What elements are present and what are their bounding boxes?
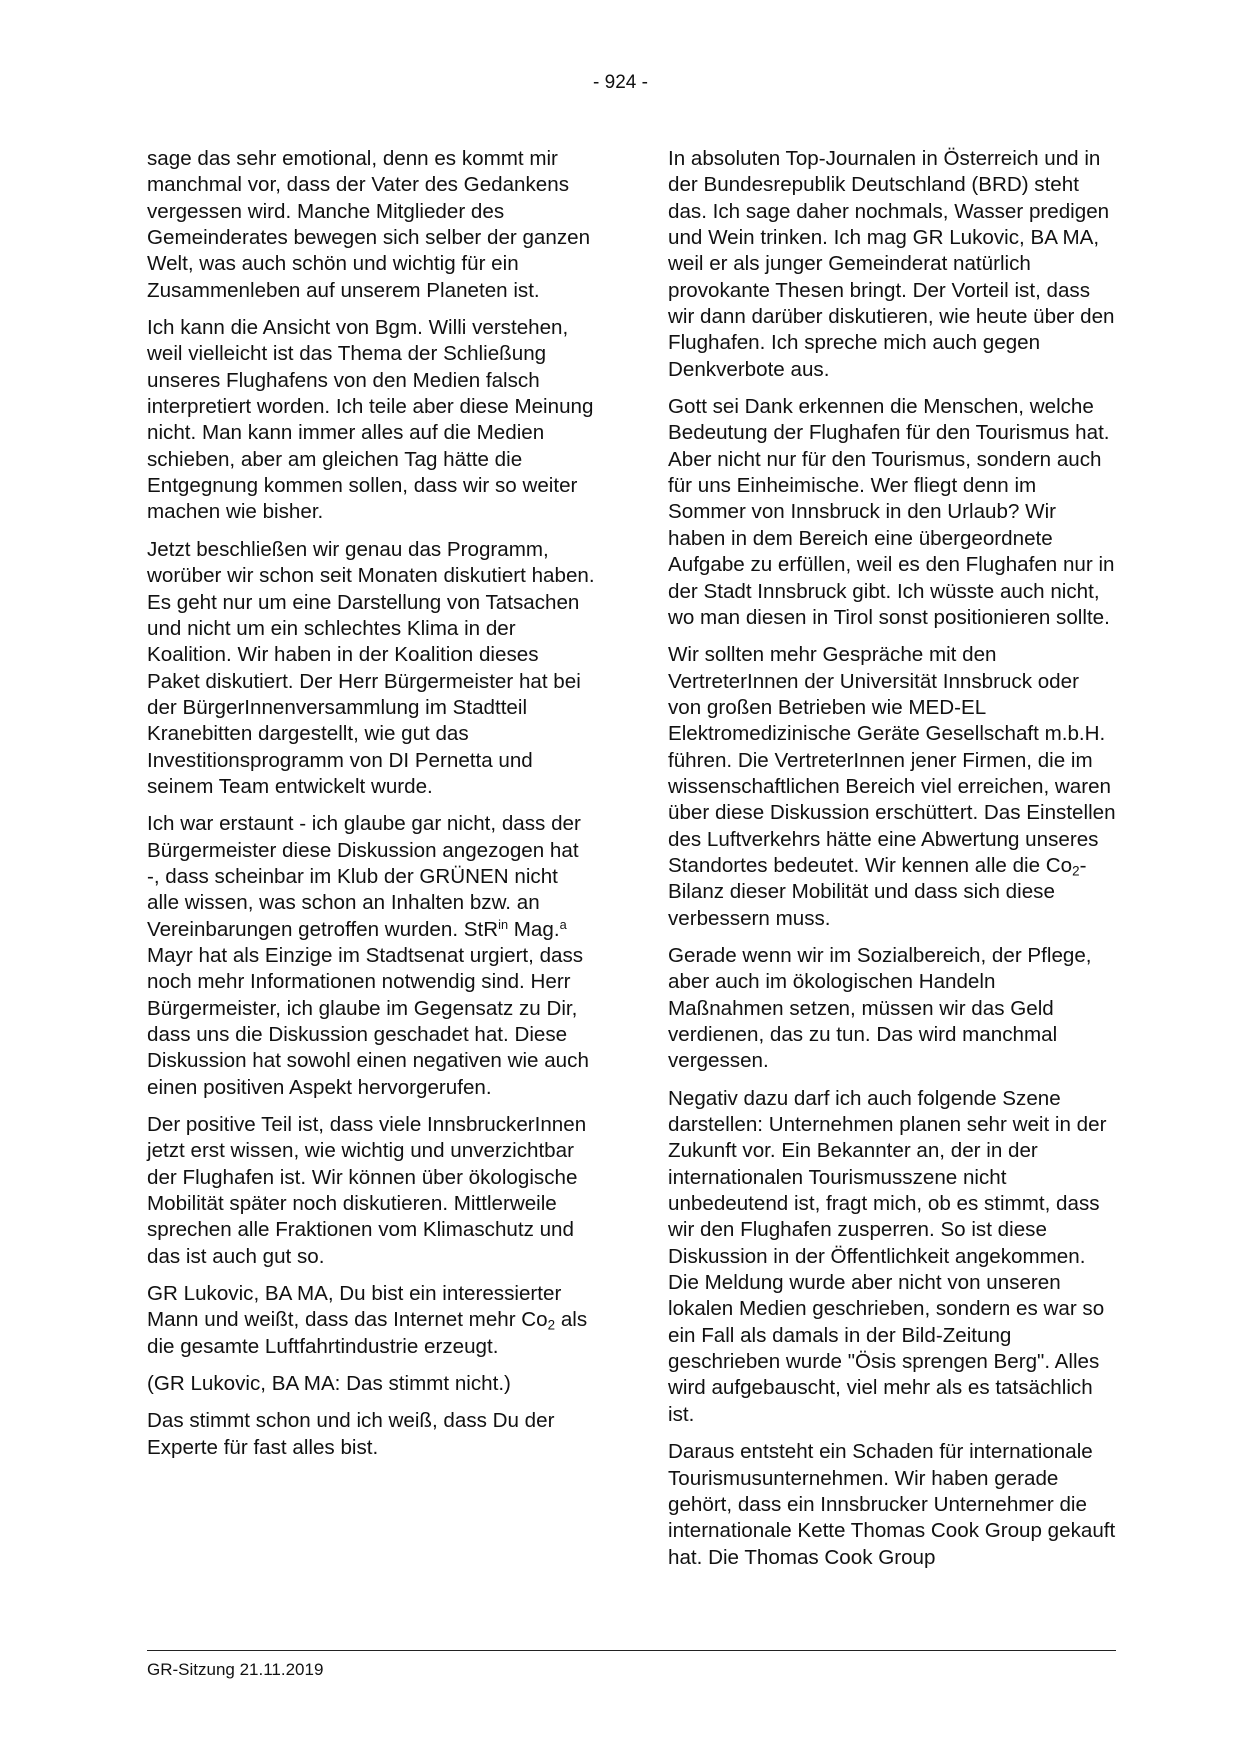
- text-run: Ich war erstaunt - ich glaube gar nicht, dass der Bürgermeister diese Diskussion angezogen hat -, dass scheinbar im Klub der GRÜNEN nicht alle wissen, was schon an Inhalten bzw. an Vereinbarungen getroffen wurden. StR: [147, 812, 581, 941]
- text-run: Mayr hat als Einzige im Stadtsenat urgiert, dass noch mehr Informationen notwendig sind. Herr Bürgermeister, ich glaube im Gegensatz zu Dir, dass uns die Diskussion geschadet hat. Diese Diskussion hat sowohl einen negativen wie auch einen positiven Aspekt hervorgerufen.: [147, 943, 589, 1099]
- left-column: [147, 146, 595, 1472]
- paragraph: [147, 811, 595, 1101]
- paragraph: In absoluten Top-Journalen in Österreich und in der Bundesrepublik Deutschland (BRD) steht das. Ich sage daher nochmals, Wasser predigen und Wein trinken. Ich mag GR Lukovic, BA MA, weil er als junger Gemeinderat natürlich provokante Thesen bringt. Der Vorteil ist, dass wir dann darüber diskutieren, wie heute über den Flughafen. Ich spreche mich auch gegen Denkverbote aus.: [668, 147, 1115, 381]
- paragraph: Negativ dazu darf ich auch folgende Szene darstellen: Unternehmen planen sehr weit in der Zukunft vor. Ein Bekannter an, der in der internationalen Tourismusszene nicht unbedeutend ist, fragt mich, ob es stimmt, dass wir den Flughafen zusperren. So ist diese Diskussion in der Öffentlichkeit angekommen. Die Meldung wurde aber nicht von unseren lokalen Medien geschrieben, sondern es war so ein Fall als damals in der Bild-Zeitung geschrieben wurde "Ösis sprengen Berg". Alles wird aufgebauscht, viel mehr als es tatsächlich ist.: [668, 1086, 1107, 1426]
- footer-text: GR-Sitzung 21.11.2019: [147, 1660, 324, 1679]
- text-run: Mag.: [508, 917, 560, 941]
- paragraph: Gerade wenn wir im Sozialbereich, der Pflege, aber auch im ökologischen Handeln Maßnahmen setzen, müssen wir das Geld verdienen, das zu tun. Das wird manchmal vergessen.: [668, 943, 1092, 1073]
- paragraph: Jetzt beschließen wir genau das Programm, worüber wir schon seit Monaten diskutiert haben. Es geht nur um eine Darstellung von Tatsachen und nicht um ein schlechtes Klima in der Koalition. Wir haben in der Koalition dieses Paket diskutiert. Der Herr Bürgermeister hat bei der BürgerInnenversammlung im Stadtteil Kranebitten dargestellt, wie gut das Investitionsprogramm von DI Pernetta und seinem Team entwickelt wurde.: [147, 537, 595, 798]
- subscript: 2: [1072, 863, 1080, 879]
- right-column: [668, 146, 1116, 1582]
- paragraph: sage das sehr emotional, denn es kommt mir manchmal vor, dass der Vater des Gedankens vergessen wird. Manche Mitglieder des Gemeinderates bewegen sich selber der ganzen Welt, was auch schön und wichtig für ein Zusammenleben auf unserem Planeten ist.: [147, 147, 591, 302]
- paragraph: Das stimmt schon und ich weiß, dass Du der Experte für fast alles bist.: [147, 1409, 555, 1459]
- paragraph: [668, 642, 1116, 932]
- paragraph: (GR Lukovic, BA MA: Das stimmt nicht.): [147, 1372, 511, 1396]
- paragraph: Gott sei Dank erkennen die Menschen, welche Bedeutung der Flughafen für den Tourismus hat. Aber nicht nur für den Tourismus, sondern auch für uns Einheimische. Wer fliegt denn im Sommer von Innsbruck in den Urlaub? Wir haben in dem Bereich eine übergeordnete Aufgabe zu erfüllen, weil es den Flughafen nur in der Stadt Innsbruck gibt. Ich wüsste auch nicht, wo man diesen in Tirol sonst positionieren sollte.: [668, 395, 1115, 629]
- superscript: in: [498, 916, 509, 932]
- subscript: 2: [547, 1317, 556, 1333]
- page-number: - 924 -: [593, 72, 648, 93]
- footer-divider: [147, 1650, 1116, 1651]
- paragraph: [147, 1281, 595, 1360]
- paragraph: Ich kann die Ansicht von Bgm. Willi verstehen, weil vielleicht ist das Thema der Schließung unseres Flughafens von den Medien falsch interpretiert worden. Ich teile aber diese Meinung nicht. Man kann immer alles auf die Medien schieben, aber am gleichen Tag hätte die Entgegnung kommen sollen, dass wir so weiter machen wie bisher.: [147, 316, 594, 524]
- text-run: als die gesamte Luftfahrtindustrie erzeugt.: [147, 1308, 588, 1358]
- superscript: a: [559, 916, 567, 932]
- text-run: Wir sollten mehr Gespräche mit den VertreterInnen der Universität Innsbruck oder von großen Betrieben wie MED-EL Elektromedizinische Geräte Gesellschaft m.b.H. führen. Die VertreterInnen jener Firmen, die im wissenschaftlichen Bereich viel erreichen, waren über diese Diskussion erschüttert. Das Einstellen des Luftverkehrs hätte eine Abwertung unseres Standortes bedeutet. Wir kennen alle die Co: [668, 643, 1116, 877]
- paragraph: Daraus entsteht ein Schaden für internationale Tourismusunternehmen. Wir haben gerade gehört, dass ein Innsbrucker Unternehmer die internationale Kette Thomas Cook Group gekauft hat. Die Thomas Cook Group: [668, 1440, 1116, 1569]
- text-run: GR Lukovic, BA MA, Du bist ein interessierter Mann und weißt, dass das Internet mehr Co: [147, 1282, 562, 1332]
- text-run: -Bilanz dieser Mobilität und dass sich diese verbessern muss.: [668, 853, 1087, 930]
- paragraph: Der positive Teil ist, dass viele InnsbruckerInnen jetzt erst wissen, wie wichtig und unverzichtbar der Flughafen ist. Wir können über ökologische Mobilität später noch diskutieren. Mittlerweile sprechen alle Fraktionen vom Klimaschutz und das ist auch gut so.: [147, 1113, 587, 1268]
